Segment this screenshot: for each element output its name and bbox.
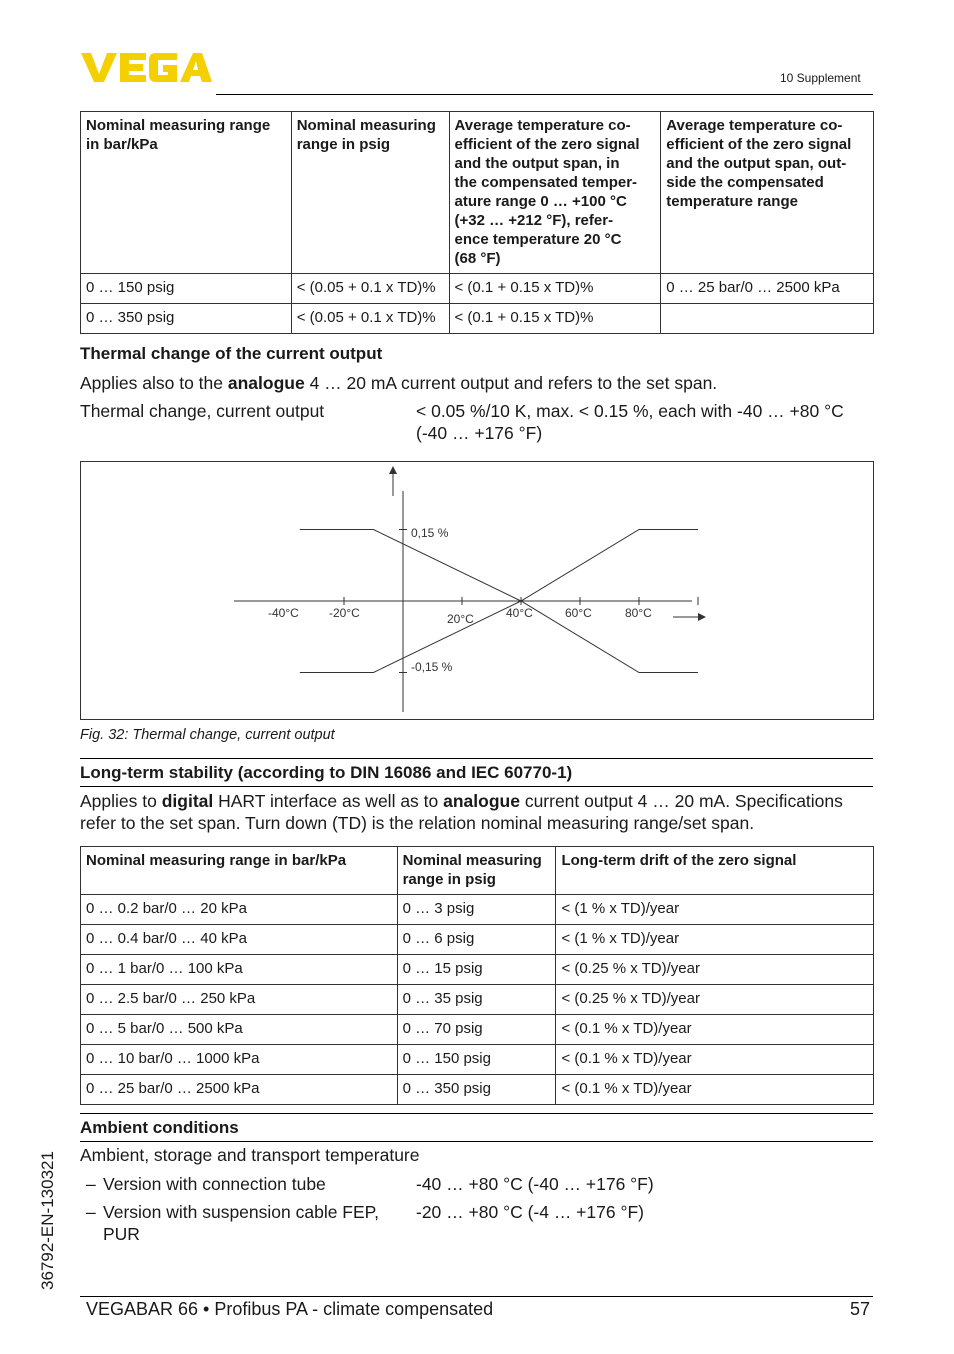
vega-logo [80, 50, 212, 84]
table-row [81, 304, 874, 334]
section-label: 10 Supplement [780, 71, 861, 85]
table-cell: < (0.1 % x TD)/year [556, 1015, 874, 1045]
stability-text: Applies to digital HART interface as well as to analogue current output 4 … 20 mA. Specifications refer to the set span. Turn down (TD) is the relation nominal measuring range/set span. [80, 791, 843, 833]
table-cell: < (1 % x TD)/year [556, 925, 874, 955]
col-header-coeff-compensated: Average temperature co- efficient of the zero signal and the output span, in the compensated temper- ature range 0 … +100 °C (+32 … +212 °F), refer- ence temperature 20 °C (68 °F) [449, 112, 661, 274]
table-row [81, 985, 874, 1015]
table-cell: 0 … 150 psig [397, 1045, 556, 1075]
table-row [81, 925, 874, 955]
table-row [81, 1075, 874, 1105]
list-item-label: Version with suspension cable FEP, PUR [103, 1202, 379, 1244]
table-cell: < (0.05 + 0.1 x TD)% [291, 274, 449, 304]
table-row [81, 895, 874, 925]
table-cell: 0 … 350 psig [397, 1075, 556, 1105]
figure-caption: Fig. 32: Thermal change, current output [80, 727, 335, 743]
table-cell: 0 … 70 psig [397, 1015, 556, 1045]
col-header-range-psig: Nominal measuring range in psig [397, 847, 556, 895]
table-cell: 0 … 2.5 bar/0 … 250 kPa [81, 985, 398, 1015]
temperature-coefficient-table [80, 111, 874, 334]
table-cell: 0 … 150 psig [81, 274, 292, 304]
table-row [81, 955, 874, 985]
y-tick-label: 0,15 % [411, 526, 449, 540]
col-header-range-bar: Nominal measuring range in bar/kPa [81, 112, 292, 274]
table-cell: < (0.1 + 0.15 x TD)% [449, 274, 661, 304]
thermal-label: Thermal change, current output [80, 401, 325, 421]
table-cell: 0 … 5 bar/0 … 500 kPa [81, 1015, 398, 1045]
table-cell: 0 … 6 psig [397, 925, 556, 955]
col-header-drift: Long-term drift of the zero signal [556, 847, 874, 895]
table-cell [661, 304, 874, 334]
table-cell: 0 … 25 bar/0 … 2500 kPa [661, 274, 874, 304]
x-axis-arrowhead [698, 613, 706, 621]
table-cell: 0 … 3 psig [397, 895, 556, 925]
table-cell: < (0.05 + 0.1 x TD)% [291, 304, 449, 334]
document-code: 36792-EN-130321 [38, 1151, 57, 1290]
col-header-range-psig: Nominal measuring range in psig [291, 112, 449, 274]
table-header-row [81, 112, 874, 274]
x-tick-label: -20°C [329, 606, 360, 620]
footer-rule [80, 1296, 873, 1297]
table-cell: 0 … 1 bar/0 … 100 kPa [81, 955, 398, 985]
table-cell: < (1 % x TD)/year [556, 895, 874, 925]
table-header-row [81, 847, 874, 895]
section-rule [80, 1113, 873, 1114]
table-cell: 0 … 350 psig [81, 304, 292, 334]
table-row [81, 274, 874, 304]
series-upper-envelope [300, 530, 698, 602]
x-tick-label: 40°C [506, 606, 533, 620]
list-item-dash: – [86, 1202, 96, 1222]
table-cell: < (0.25 % x TD)/year [556, 985, 874, 1015]
list-item-label: Version with connection tube [103, 1174, 326, 1194]
ambient-subheading: Ambient, storage and transport temperature [80, 1145, 420, 1165]
col-header-range-bar: Nominal measuring range in bar/kPa [81, 847, 398, 895]
thermal-heading: Thermal change of the current output [80, 344, 383, 363]
y-tick-label: -0,15 % [411, 660, 453, 674]
section-rule [80, 758, 873, 759]
table-cell: < (0.1 % x TD)/year [556, 1075, 874, 1105]
chart-axes [234, 466, 706, 712]
section-rule [80, 1141, 873, 1142]
table-cell: 0 … 35 psig [397, 985, 556, 1015]
x-tick-label: 20°C [447, 612, 474, 626]
section-rule [80, 786, 873, 787]
ambient-heading: Ambient conditions [80, 1118, 239, 1137]
table-cell: 0 … 0.4 bar/0 … 40 kPa [81, 925, 398, 955]
table-cell: < (0.1 % x TD)/year [556, 1045, 874, 1075]
page-number: 57 [850, 1299, 871, 1319]
long-term-drift-table [80, 846, 874, 1105]
thermal-value: < 0.05 %/10 K, max. < 0.15 %, each with -40 … +80 °C (-40 … +176 °F) [416, 401, 844, 443]
list-item-value: -40 … +80 °C (-40 … +176 °F) [416, 1174, 654, 1194]
table-row [81, 1015, 874, 1045]
header-rule [216, 94, 873, 95]
table-cell: < (0.25 % x TD)/year [556, 955, 874, 985]
table-cell: < (0.1 + 0.15 x TD)% [449, 304, 661, 334]
table-row [81, 1045, 874, 1075]
list-item-value: -20 … +80 °C (-4 … +176 °F) [416, 1202, 644, 1222]
table-cell: 0 … 25 bar/0 … 2500 kPa [81, 1075, 398, 1105]
stability-heading: Long-term stability (according to DIN 16086 and IEC 60770-1) [80, 763, 573, 782]
x-tick-label: -40°C [268, 606, 299, 620]
list-item-dash: – [86, 1174, 96, 1194]
thermal-change-chart [80, 461, 874, 720]
footer-title: VEGABAR 66 • Profibus PA - climate compensated [86, 1299, 494, 1319]
table-cell: 0 … 0.2 bar/0 … 20 kPa [81, 895, 398, 925]
table-cell: 0 … 15 psig [397, 955, 556, 985]
x-tick-label: 60°C [565, 606, 592, 620]
col-header-coeff-outside: Average temperature co- efficient of the zero signal and the output span, out- side the compensated temperature range [661, 112, 874, 274]
x-tick-label: 80°C [625, 606, 652, 620]
y-axis-arrowhead [389, 466, 397, 474]
table-cell: 0 … 10 bar/0 … 1000 kPa [81, 1045, 398, 1075]
thermal-intro: Applies also to the analogue 4 … 20 mA current output and refers to the set span. [80, 373, 718, 393]
